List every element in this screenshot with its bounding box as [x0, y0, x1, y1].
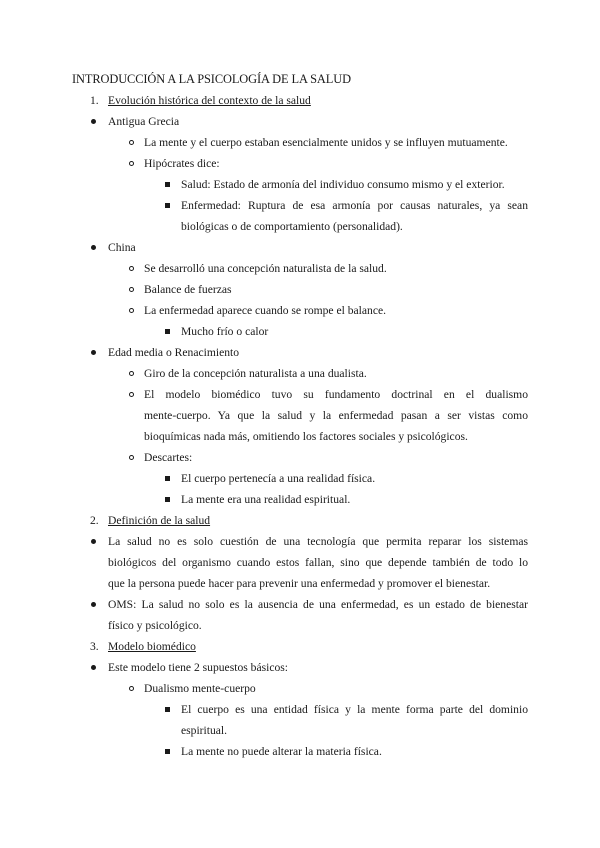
item-china: China	[108, 241, 136, 254]
bullet-square	[165, 329, 170, 334]
subitem-china-b: Balance de fuerzas	[144, 283, 232, 296]
subsubitem-cuerpo-entidad-l1: El cuerpo es una entidad física y la mente forma parte del dominio	[181, 703, 528, 716]
subitem-edad-b-l1: El modelo biomédico tuvo su fundamento doctrinal en el dualismo	[144, 388, 528, 401]
subsubitem-cuerpo: El cuerpo pertenecía a una realidad física.	[181, 472, 376, 485]
subsubitem-salud: Salud: Estado de armonía del individuo consumo mismo y el exterior.	[181, 178, 505, 191]
bullet-circle	[129, 140, 134, 145]
subitem-edad-b-l2: mente-cuerpo. Ya que la salud y la enfermedad pasan a ser vistas como	[144, 409, 528, 422]
section-1-number: 1.	[90, 94, 99, 107]
subsubitem-cuerpo-entidad-l2: espiritual.	[181, 724, 228, 737]
bullet-disc	[91, 602, 96, 607]
subsubitem-mente-materia: La mente no puede alterar la materia física.	[181, 745, 382, 758]
bullet-disc	[91, 539, 96, 544]
subsubitem-enfermedad-l1: Enfermedad: Ruptura de esa armonía por causas naturales, ya sean	[181, 199, 528, 212]
paragraph-salud-l3: que la persona puede hacer para prevenir una enfermedad y promover el bienestar.	[108, 577, 491, 590]
subsubitem-mente: La mente era una realidad espiritual.	[181, 493, 351, 506]
subsubitem-enfermedad-l2: biológicas o de comportamiento (personalidad).	[181, 220, 403, 233]
subitem-dualismo: Dualismo mente-cuerpo	[144, 682, 256, 695]
section-2-number: 2.	[90, 514, 99, 527]
subitem-grecia-b: Hipócrates dice:	[144, 157, 220, 170]
bullet-square	[165, 497, 170, 502]
section-3-heading: Modelo biomédico	[108, 640, 196, 653]
section-2-heading: Definición de la salud	[108, 514, 211, 527]
bullet-circle	[129, 392, 134, 397]
subitem-china-a: Se desarrolló una concepción naturalista de la salud.	[144, 262, 387, 275]
bullet-square	[165, 749, 170, 754]
item-supuestos: Este modelo tiene 2 supuestos básicos:	[108, 661, 288, 674]
paragraph-salud-l2: biológicos del organismo cuando estos fallan, sino que depende también de todo lo	[108, 556, 528, 569]
subitem-edad-b-l3: bioquímicas nada más, omitiendo los factores sociales y psicológicos.	[144, 430, 468, 443]
item-antigua-grecia: Antigua Grecia	[108, 115, 180, 128]
bullet-circle	[129, 161, 134, 166]
bullet-disc	[91, 245, 96, 250]
item-edad-media: Edad media o Renacimiento	[108, 346, 240, 359]
bullet-disc	[91, 665, 96, 670]
bullet-square	[165, 182, 170, 187]
bullet-square	[165, 707, 170, 712]
paragraph-salud-l1: La salud no es solo cuestión de una tecnología que permita reparar los sistemas	[108, 535, 528, 548]
bullet-circle	[129, 455, 134, 460]
bullet-circle	[129, 371, 134, 376]
bullet-square	[165, 203, 170, 208]
subitem-china-c: La enfermedad aparece cuando se rompe el balance.	[144, 304, 387, 317]
section-1-heading: Evolución histórica del contexto de la salud	[108, 94, 311, 107]
subitem-grecia-a: La mente y el cuerpo estaban esencialmente unidos y se influyen mutuamente.	[144, 136, 508, 149]
section-3-number: 3.	[90, 640, 99, 653]
subitem-edad-a: Giro de la concepción naturalista a una dualista.	[144, 367, 367, 380]
subsubitem-frio-calor: Mucho frío o calor	[181, 325, 269, 338]
page-title: INTRODUCCIÓN A LA PSICOLOGÍA DE LA SALUD	[72, 72, 351, 86]
subitem-descartes: Descartes:	[144, 451, 193, 464]
bullet-square	[165, 476, 170, 481]
bullet-circle	[129, 686, 134, 691]
paragraph-oms-l1: OMS: La salud no solo es la ausencia de una enfermedad, es un estado de bienestar	[108, 598, 528, 611]
bullet-circle	[129, 308, 134, 313]
bullet-circle	[129, 287, 134, 292]
paragraph-oms-l2: físico y psicológico.	[108, 619, 202, 632]
bullet-disc	[91, 119, 96, 124]
bullet-disc	[91, 350, 96, 355]
bullet-circle	[129, 266, 134, 271]
